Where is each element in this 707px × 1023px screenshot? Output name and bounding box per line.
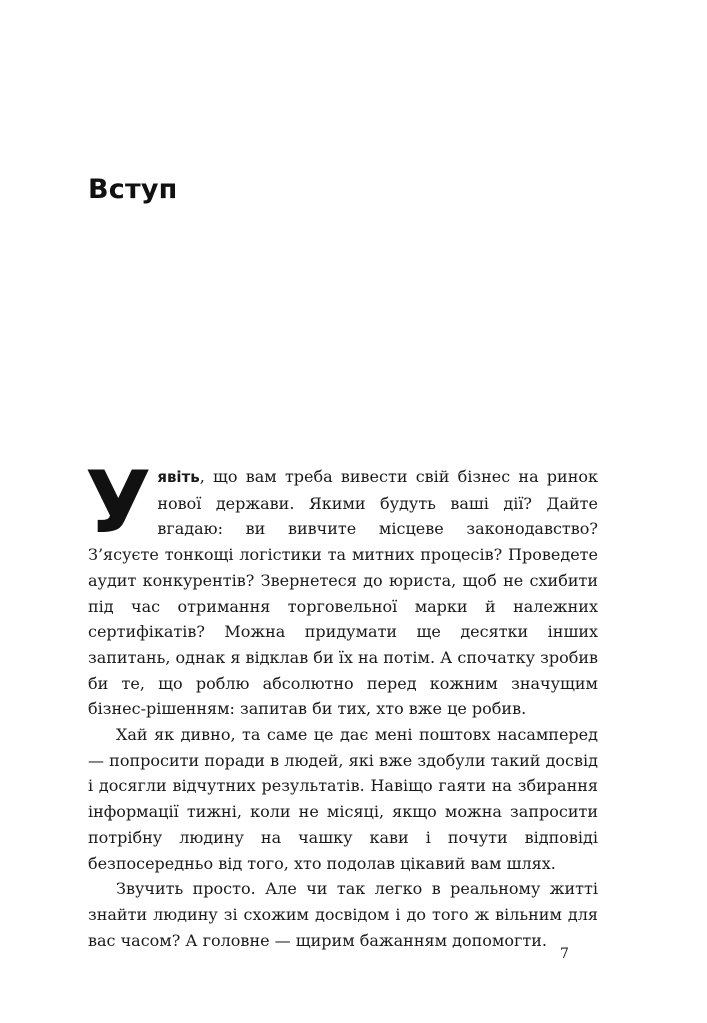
chapter-body [85, 453, 598, 953]
lead-word: явіть [157, 468, 200, 486]
paragraph-3: Звучить просто. Але чи так легко в реальному житті знайти людину зі схожим досвідом і до того ж вільним для вас часом? А головне — щирим бажанням допомогти. [88, 879, 598, 950]
paragraph-1 [85, 453, 598, 722]
paragraph-2: Хай як дивно, та саме це дає мені поштовх насамперед — попросити поради в людей, які вже здобули такий досвід і досягли відчутних результатів. Навіщо гаяти на збирання інформації тижні, коли не місяці, якщо можна запросити потрібну людину на чашку кави і почути відповіді безпосередньо від того, хто подолав цікавий вам шлях. [88, 725, 598, 873]
page-number: 7 [560, 946, 569, 962]
chapter-title: Вступ [88, 174, 178, 205]
drop-cap: У [85, 453, 152, 553]
paragraph-1-text: , що вам треба вивести свій бізнес на ринок нової держави. Якими будуть ваші дії? Дайте вгадаю: ви вивчите місцеве законодавство? З’ясуєте тонкощі логістики та митних процесів? Проведете аудит конкурентів? Звернетеся до юриста, щоб не схибити під час отримання торговельної марки й належних сертифікатів? Можна придумати ще десятки інших запитань, однак я відклав би їх на потім. А спочатку зробив би те, що роблю абсолютно перед кожним значущим бізнес-рішенням: запитав би тих, хто вже це робив. [88, 467, 598, 719]
